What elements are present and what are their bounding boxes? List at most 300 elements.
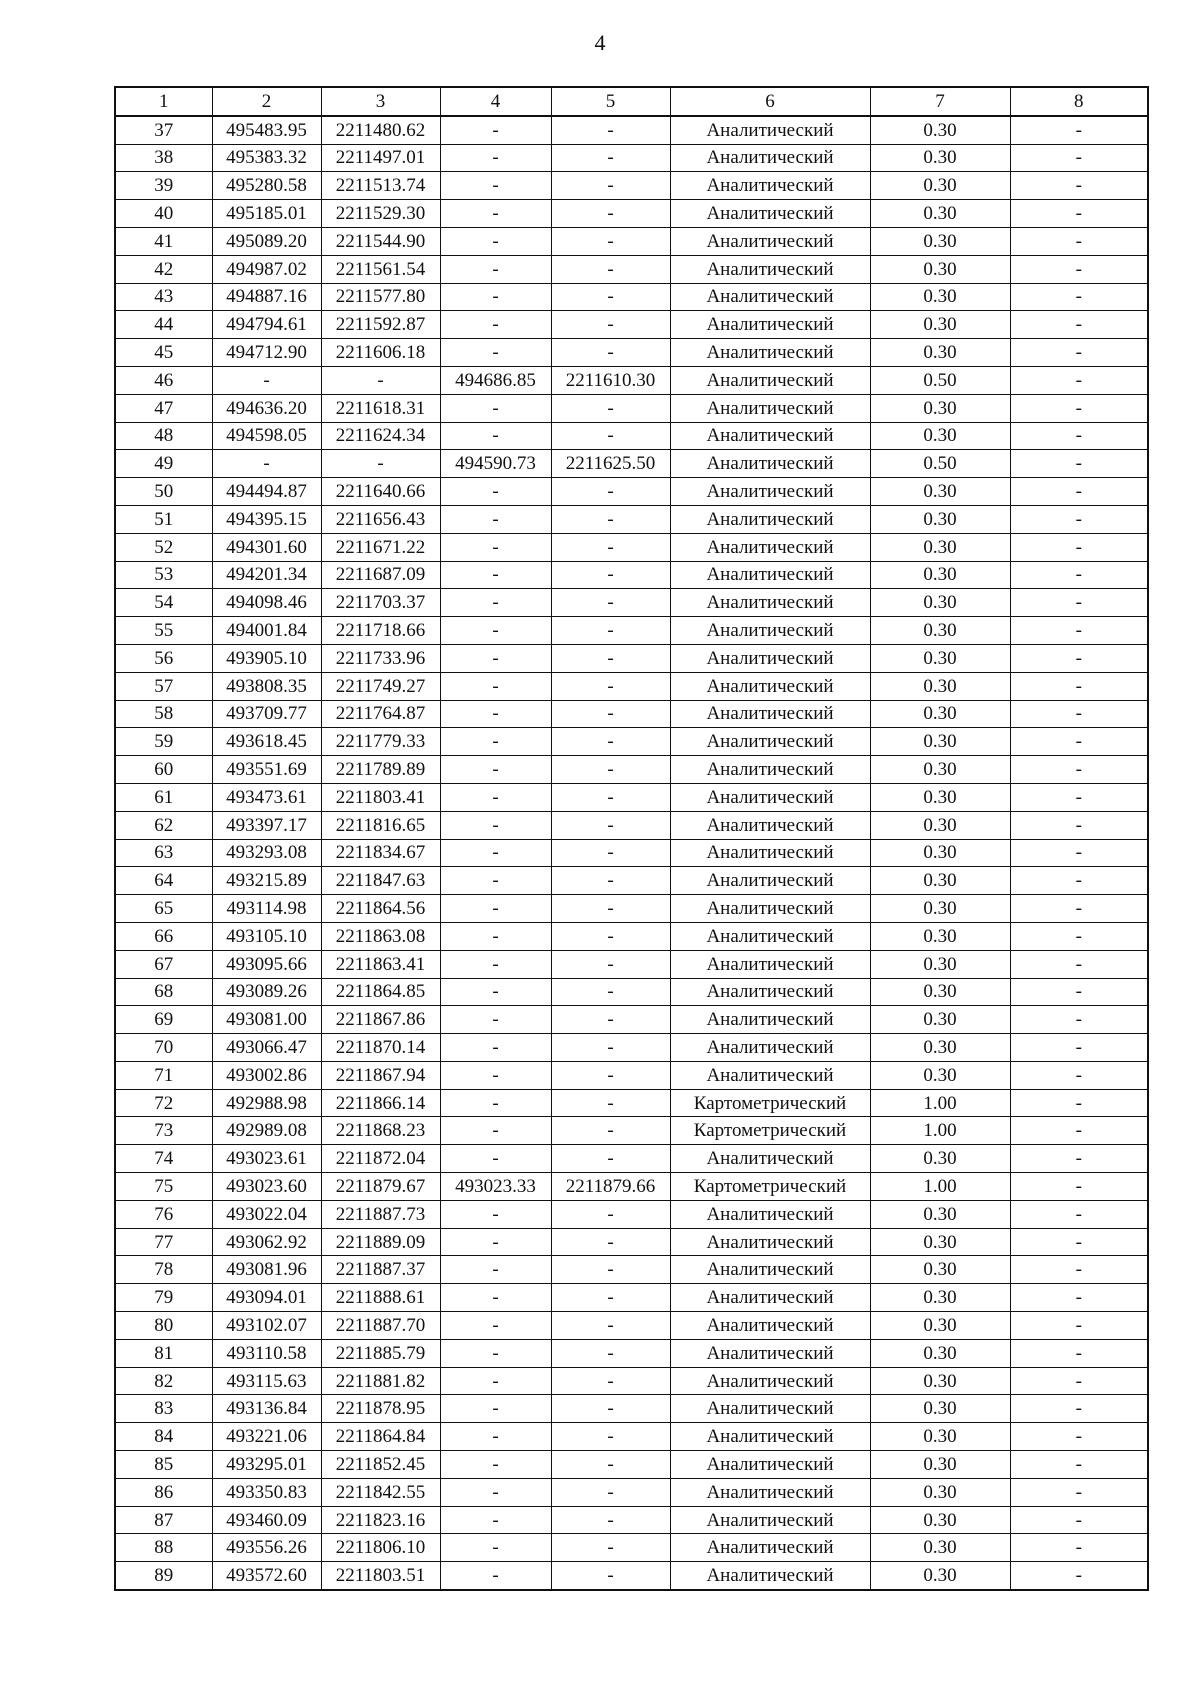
table-cell-col-4: - xyxy=(440,1339,551,1367)
table-cell-col-2: 493114.98 xyxy=(212,895,321,923)
table-cell-col-4: - xyxy=(440,478,551,506)
table-row xyxy=(115,644,1148,672)
table-row xyxy=(115,756,1148,784)
table-cell-col-3: 2211577.80 xyxy=(321,283,440,311)
table-cell-col-1: 37 xyxy=(115,116,212,144)
table-cell-col-1: 76 xyxy=(115,1200,212,1228)
table-cell-col-3: 2211842.55 xyxy=(321,1478,440,1506)
table-cell-col-7: 0.30 xyxy=(870,116,1010,144)
table-cell-col-2: 494636.20 xyxy=(212,394,321,422)
table-cell-col-6: Аналитический xyxy=(670,950,870,978)
table-cell-col-8: - xyxy=(1010,1423,1148,1451)
table-cell-col-8: - xyxy=(1010,339,1148,367)
table-row xyxy=(115,533,1148,561)
table-cell-col-4: - xyxy=(440,422,551,450)
table-cell-col-3: 2211779.33 xyxy=(321,728,440,756)
table-cell-col-2: 493572.60 xyxy=(212,1562,321,1590)
table-cell-col-7: 0.30 xyxy=(870,895,1010,923)
table-cell-col-4: - xyxy=(440,505,551,533)
table-cell-col-2: 493221.06 xyxy=(212,1423,321,1451)
column-header-3: 3 xyxy=(321,87,440,116)
table-cell-col-5: 2211625.50 xyxy=(551,450,670,478)
table-cell-col-1: 71 xyxy=(115,1061,212,1089)
table-cell-col-4: - xyxy=(440,756,551,784)
table-cell-col-5: - xyxy=(551,756,670,784)
table-row xyxy=(115,700,1148,728)
table-cell-col-3: 2211866.14 xyxy=(321,1089,440,1117)
table-cell-col-8: - xyxy=(1010,1061,1148,1089)
table-cell-col-3: - xyxy=(321,450,440,478)
table-cell-col-6: Аналитический xyxy=(670,1339,870,1367)
table-cell-col-6: Аналитический xyxy=(670,783,870,811)
table-cell-col-3: 2211624.34 xyxy=(321,422,440,450)
table-cell-col-4: - xyxy=(440,200,551,228)
table-cell-col-4: - xyxy=(440,867,551,895)
table-cell-col-3: 2211889.09 xyxy=(321,1228,440,1256)
column-header-6: 6 xyxy=(670,87,870,116)
table-row xyxy=(115,561,1148,589)
table-cell-col-2: 493473.61 xyxy=(212,783,321,811)
table-cell-col-2: 493350.83 xyxy=(212,1478,321,1506)
table-cell-col-8: - xyxy=(1010,783,1148,811)
table-cell-col-3: 2211834.67 xyxy=(321,839,440,867)
table-cell-col-2: 493110.58 xyxy=(212,1339,321,1367)
table-cell-col-8: - xyxy=(1010,1506,1148,1534)
table-cell-col-7: 0.30 xyxy=(870,1061,1010,1089)
table-cell-col-4: - xyxy=(440,589,551,617)
table-cell-col-7: 0.30 xyxy=(870,867,1010,895)
column-header-1: 1 xyxy=(115,87,212,116)
table-row xyxy=(115,1367,1148,1395)
table-cell-col-7: 0.30 xyxy=(870,1367,1010,1395)
table-cell-col-2: 493295.01 xyxy=(212,1451,321,1479)
table-cell-col-6: Аналитический xyxy=(670,1562,870,1590)
table-cell-col-5: - xyxy=(551,1451,670,1479)
table-cell-col-6: Аналитический xyxy=(670,394,870,422)
table-cell-col-8: - xyxy=(1010,227,1148,255)
table-cell-col-4: - xyxy=(440,227,551,255)
table-cell-col-5: - xyxy=(551,339,670,367)
table-cell-col-1: 64 xyxy=(115,867,212,895)
table-cell-col-5: - xyxy=(551,311,670,339)
table-row xyxy=(115,1423,1148,1451)
table-cell-col-7: 0.30 xyxy=(870,644,1010,672)
table-cell-col-2: 494001.84 xyxy=(212,617,321,645)
table-cell-col-6: Аналитический xyxy=(670,728,870,756)
table-cell-col-8: - xyxy=(1010,1256,1148,1284)
table-cell-col-8: - xyxy=(1010,144,1148,172)
table-cell-col-6: Аналитический xyxy=(670,617,870,645)
table-cell-col-3: 2211544.90 xyxy=(321,227,440,255)
table-cell-col-3: 2211867.86 xyxy=(321,1006,440,1034)
table-cell-col-4: - xyxy=(440,644,551,672)
table-row xyxy=(115,1228,1148,1256)
table-cell-col-2: - xyxy=(212,450,321,478)
table-cell-col-2: 492989.08 xyxy=(212,1117,321,1145)
table-cell-col-3: 2211703.37 xyxy=(321,589,440,617)
table-cell-col-6: Аналитический xyxy=(670,1034,870,1062)
table-cell-col-5: - xyxy=(551,1034,670,1062)
table-cell-col-5: - xyxy=(551,1089,670,1117)
table-cell-col-1: 60 xyxy=(115,756,212,784)
table-row xyxy=(115,283,1148,311)
table-row xyxy=(115,1117,1148,1145)
table-cell-col-4: - xyxy=(440,1006,551,1034)
table-cell-col-8: - xyxy=(1010,1200,1148,1228)
table-cell-col-1: 59 xyxy=(115,728,212,756)
table-cell-col-4: - xyxy=(440,783,551,811)
table-row xyxy=(115,422,1148,450)
table-row xyxy=(115,839,1148,867)
table-cell-col-6: Аналитический xyxy=(670,589,870,617)
table-cell-col-8: - xyxy=(1010,672,1148,700)
table-cell-col-6: Аналитический xyxy=(670,172,870,200)
table-cell-col-6: Аналитический xyxy=(670,1367,870,1395)
table-cell-col-7: 0.30 xyxy=(870,1506,1010,1534)
table-row xyxy=(115,589,1148,617)
table-cell-col-6: Аналитический xyxy=(670,1451,870,1479)
table-cell-col-4: - xyxy=(440,255,551,283)
table-cell-col-5: - xyxy=(551,700,670,728)
table-cell-col-2: 493551.69 xyxy=(212,756,321,784)
table-cell-col-1: 51 xyxy=(115,505,212,533)
table-cell-col-8: - xyxy=(1010,589,1148,617)
table-cell-col-2: 493709.77 xyxy=(212,700,321,728)
table-cell-col-1: 45 xyxy=(115,339,212,367)
table-cell-col-1: 41 xyxy=(115,227,212,255)
table-cell-col-2: 495089.20 xyxy=(212,227,321,255)
table-cell-col-1: 81 xyxy=(115,1339,212,1367)
table-cell-col-6: Аналитический xyxy=(670,672,870,700)
table-cell-col-2: 493094.01 xyxy=(212,1284,321,1312)
table-row xyxy=(115,255,1148,283)
table-cell-col-2: 493397.17 xyxy=(212,811,321,839)
table-cell-col-4: - xyxy=(440,1506,551,1534)
table-cell-col-1: 58 xyxy=(115,700,212,728)
table-cell-col-2: 494598.05 xyxy=(212,422,321,450)
column-header-5: 5 xyxy=(551,87,670,116)
table-cell-col-5: - xyxy=(551,1339,670,1367)
table-cell-col-3: 2211513.74 xyxy=(321,172,440,200)
table-cell-col-6: Аналитический xyxy=(670,1312,870,1340)
table-row xyxy=(115,116,1148,144)
table-cell-col-4: - xyxy=(440,1367,551,1395)
table-cell-col-1: 38 xyxy=(115,144,212,172)
table-cell-col-8: - xyxy=(1010,1312,1148,1340)
table-cell-col-4: - xyxy=(440,283,551,311)
table-row xyxy=(115,783,1148,811)
table-cell-col-1: 44 xyxy=(115,311,212,339)
table-cell-col-3: 2211863.41 xyxy=(321,950,440,978)
table-row xyxy=(115,728,1148,756)
table-cell-col-6: Аналитический xyxy=(670,116,870,144)
table-cell-col-2: 494494.87 xyxy=(212,478,321,506)
table-cell-col-1: 42 xyxy=(115,255,212,283)
table-cell-col-6: Аналитический xyxy=(670,366,870,394)
table-cell-col-2: 493081.00 xyxy=(212,1006,321,1034)
table-cell-col-1: 84 xyxy=(115,1423,212,1451)
table-cell-col-8: - xyxy=(1010,533,1148,561)
table-cell-col-3: 2211687.09 xyxy=(321,561,440,589)
table-cell-col-7: 0.30 xyxy=(870,811,1010,839)
table-cell-col-8: - xyxy=(1010,644,1148,672)
table-cell-col-1: 88 xyxy=(115,1534,212,1562)
table-cell-col-5: - xyxy=(551,1478,670,1506)
table-cell-col-8: - xyxy=(1010,617,1148,645)
table-cell-col-4: - xyxy=(440,1423,551,1451)
table-cell-col-2: 494201.34 xyxy=(212,561,321,589)
table-cell-col-5: - xyxy=(551,895,670,923)
table-cell-col-8: - xyxy=(1010,839,1148,867)
table-cell-col-8: - xyxy=(1010,116,1148,144)
table-cell-col-4: - xyxy=(440,978,551,1006)
table-cell-col-5: - xyxy=(551,283,670,311)
table-cell-col-7: 0.30 xyxy=(870,1478,1010,1506)
table-cell-col-7: 0.30 xyxy=(870,1423,1010,1451)
table-cell-col-5: - xyxy=(551,1006,670,1034)
table-cell-col-7: 0.30 xyxy=(870,311,1010,339)
table-cell-col-3: 2211872.04 xyxy=(321,1145,440,1173)
table-cell-col-6: Аналитический xyxy=(670,450,870,478)
table-cell-col-3: 2211618.31 xyxy=(321,394,440,422)
table-cell-col-8: - xyxy=(1010,1478,1148,1506)
table-row xyxy=(115,1256,1148,1284)
table-cell-col-3: 2211881.82 xyxy=(321,1367,440,1395)
table-cell-col-1: 61 xyxy=(115,783,212,811)
table-row xyxy=(115,478,1148,506)
table-cell-col-2: 493215.89 xyxy=(212,867,321,895)
table-cell-col-4: - xyxy=(440,617,551,645)
table-cell-col-8: - xyxy=(1010,505,1148,533)
table-cell-col-7: 0.30 xyxy=(870,1562,1010,1590)
table-cell-col-4: - xyxy=(440,1534,551,1562)
table-cell-col-5: - xyxy=(551,478,670,506)
table-cell-col-8: - xyxy=(1010,728,1148,756)
table-cell-col-2: 493095.66 xyxy=(212,950,321,978)
column-header-7: 7 xyxy=(870,87,1010,116)
table-cell-col-1: 68 xyxy=(115,978,212,1006)
table-cell-col-2: 493136.84 xyxy=(212,1395,321,1423)
table-cell-col-4: - xyxy=(440,672,551,700)
table-cell-col-1: 55 xyxy=(115,617,212,645)
table-cell-col-2: 493022.04 xyxy=(212,1200,321,1228)
table-cell-col-5: - xyxy=(551,533,670,561)
table-cell-col-7: 0.30 xyxy=(870,394,1010,422)
table-cell-col-2: 493081.96 xyxy=(212,1256,321,1284)
table-cell-col-8: - xyxy=(1010,311,1148,339)
table-cell-col-2: 494098.46 xyxy=(212,589,321,617)
table-cell-col-1: 78 xyxy=(115,1256,212,1284)
table-cell-col-7: 0.30 xyxy=(870,1284,1010,1312)
table-cell-col-7: 0.30 xyxy=(870,172,1010,200)
table-cell-col-7: 0.30 xyxy=(870,255,1010,283)
table-cell-col-6: Аналитический xyxy=(670,1256,870,1284)
table-cell-col-5: - xyxy=(551,1117,670,1145)
table-cell-col-8: - xyxy=(1010,1451,1148,1479)
table-row xyxy=(115,1312,1148,1340)
table-cell-col-3: 2211885.79 xyxy=(321,1339,440,1367)
table-cell-col-7: 0.30 xyxy=(870,1200,1010,1228)
table-row xyxy=(115,450,1148,478)
table-cell-col-5: - xyxy=(551,1312,670,1340)
table-row xyxy=(115,895,1148,923)
table-cell-col-6: Аналитический xyxy=(670,227,870,255)
table-cell-col-7: 0.30 xyxy=(870,1451,1010,1479)
table-cell-col-8: - xyxy=(1010,895,1148,923)
table-cell-col-5: - xyxy=(551,1367,670,1395)
table-cell-col-7: 0.30 xyxy=(870,728,1010,756)
table-cell-col-7: 0.30 xyxy=(870,922,1010,950)
table-cell-col-8: - xyxy=(1010,1034,1148,1062)
table-cell-col-3: 2211887.70 xyxy=(321,1312,440,1340)
table-cell-col-4: - xyxy=(440,895,551,923)
table-cell-col-6: Аналитический xyxy=(670,311,870,339)
table-cell-col-8: - xyxy=(1010,922,1148,950)
table-cell-col-4: - xyxy=(440,1034,551,1062)
table-row xyxy=(115,366,1148,394)
table-cell-col-2: 493905.10 xyxy=(212,644,321,672)
table-cell-col-3: 2211640.66 xyxy=(321,478,440,506)
table-cell-col-1: 89 xyxy=(115,1562,212,1590)
table-cell-col-8: - xyxy=(1010,366,1148,394)
table-cell-col-7: 0.30 xyxy=(870,533,1010,561)
header-row xyxy=(115,87,1148,116)
table-cell-col-5: - xyxy=(551,922,670,950)
table-cell-col-1: 77 xyxy=(115,1228,212,1256)
table-cell-col-1: 86 xyxy=(115,1478,212,1506)
table-row xyxy=(115,1006,1148,1034)
table-cell-col-3: 2211864.56 xyxy=(321,895,440,923)
table-cell-col-4: - xyxy=(440,1284,551,1312)
table-cell-col-7: 0.30 xyxy=(870,672,1010,700)
table-cell-col-6: Аналитический xyxy=(670,1478,870,1506)
table-cell-col-1: 63 xyxy=(115,839,212,867)
table-cell-col-8: - xyxy=(1010,283,1148,311)
table-cell-col-8: - xyxy=(1010,1173,1148,1201)
table-cell-col-1: 65 xyxy=(115,895,212,923)
table-cell-col-3: 2211529.30 xyxy=(321,200,440,228)
table-cell-col-8: - xyxy=(1010,1145,1148,1173)
table-cell-col-8: - xyxy=(1010,1228,1148,1256)
table-cell-col-7: 0.30 xyxy=(870,339,1010,367)
table-cell-col-8: - xyxy=(1010,1339,1148,1367)
table-cell-col-2: 493002.86 xyxy=(212,1061,321,1089)
table-cell-col-2: 493066.47 xyxy=(212,1034,321,1062)
table-cell-col-5: - xyxy=(551,1145,670,1173)
table-cell-col-3: 2211789.89 xyxy=(321,756,440,784)
table-cell-col-2: 494395.15 xyxy=(212,505,321,533)
table-cell-col-7: 0.30 xyxy=(870,422,1010,450)
table-cell-col-5: - xyxy=(551,394,670,422)
table-cell-col-2: 494712.90 xyxy=(212,339,321,367)
table-cell-col-8: - xyxy=(1010,172,1148,200)
table-cell-col-2: 494301.60 xyxy=(212,533,321,561)
table-cell-col-6: Аналитический xyxy=(670,922,870,950)
column-header-2: 2 xyxy=(212,87,321,116)
table-cell-col-5: - xyxy=(551,839,670,867)
table-cell-col-2: 492988.98 xyxy=(212,1089,321,1117)
table-cell-col-5: 2211879.66 xyxy=(551,1173,670,1201)
table-cell-col-5: - xyxy=(551,644,670,672)
table-row xyxy=(115,978,1148,1006)
table-cell-col-4: - xyxy=(440,1478,551,1506)
table-cell-col-6: Аналитический xyxy=(670,1395,870,1423)
table-cell-col-5: - xyxy=(551,1506,670,1534)
table-cell-col-4: - xyxy=(440,728,551,756)
table-cell-col-3: 2211749.27 xyxy=(321,672,440,700)
table-cell-col-8: - xyxy=(1010,1089,1148,1117)
table-cell-col-7: 1.00 xyxy=(870,1089,1010,1117)
table-cell-col-3: 2211888.61 xyxy=(321,1284,440,1312)
table-cell-col-1: 87 xyxy=(115,1506,212,1534)
table-cell-col-2: 493293.08 xyxy=(212,839,321,867)
table-cell-col-8: - xyxy=(1010,1006,1148,1034)
table-cell-col-4: - xyxy=(440,1089,551,1117)
coordinates-table xyxy=(114,86,1149,1591)
table-cell-col-6: Картометрический xyxy=(670,1089,870,1117)
table-cell-col-6: Аналитический xyxy=(670,200,870,228)
table-cell-col-6: Аналитический xyxy=(670,255,870,283)
table-cell-col-1: 53 xyxy=(115,561,212,589)
table-cell-col-6: Аналитический xyxy=(670,339,870,367)
table-cell-col-1: 43 xyxy=(115,283,212,311)
table-cell-col-5: - xyxy=(551,422,670,450)
table-cell-col-7: 0.30 xyxy=(870,200,1010,228)
table-cell-col-5: - xyxy=(551,1562,670,1590)
table-cell-col-3: 2211870.14 xyxy=(321,1034,440,1062)
table-cell-col-2: 493089.26 xyxy=(212,978,321,1006)
table-row xyxy=(115,1089,1148,1117)
table-cell-col-3: 2211561.54 xyxy=(321,255,440,283)
table-cell-col-4: 494590.73 xyxy=(440,450,551,478)
table-cell-col-1: 39 xyxy=(115,172,212,200)
table-cell-col-5: - xyxy=(551,1284,670,1312)
table-cell-col-8: - xyxy=(1010,561,1148,589)
table-row xyxy=(115,172,1148,200)
table-cell-col-5: - xyxy=(551,1061,670,1089)
table-cell-col-3: 2211606.18 xyxy=(321,339,440,367)
table-cell-col-6: Аналитический xyxy=(670,756,870,784)
table-cell-col-4: - xyxy=(440,116,551,144)
table-cell-col-3: 2211733.96 xyxy=(321,644,440,672)
table-cell-col-2: - xyxy=(212,366,321,394)
table-cell-col-5: - xyxy=(551,255,670,283)
table-cell-col-2: 493023.60 xyxy=(212,1173,321,1201)
table-cell-col-4: - xyxy=(440,1312,551,1340)
table-cell-col-6: Аналитический xyxy=(670,505,870,533)
table-cell-col-5: - xyxy=(551,783,670,811)
table-row xyxy=(115,1339,1148,1367)
table-cell-col-7: 0.30 xyxy=(870,478,1010,506)
table-row xyxy=(115,1451,1148,1479)
table-cell-col-4: - xyxy=(440,144,551,172)
table-cell-col-5: - xyxy=(551,172,670,200)
table-cell-col-4: - xyxy=(440,1256,551,1284)
table-cell-col-3: 2211480.62 xyxy=(321,116,440,144)
table-cell-col-3: 2211671.22 xyxy=(321,533,440,561)
table-cell-col-2: 493115.63 xyxy=(212,1367,321,1395)
table-cell-col-2: 493023.61 xyxy=(212,1145,321,1173)
table-cell-col-3: 2211864.85 xyxy=(321,978,440,1006)
table-cell-col-7: 0.30 xyxy=(870,283,1010,311)
table-cell-col-6: Аналитический xyxy=(670,895,870,923)
table-cell-col-7: 0.30 xyxy=(870,561,1010,589)
table-cell-col-7: 0.30 xyxy=(870,839,1010,867)
table-cell-col-8: - xyxy=(1010,811,1148,839)
table-cell-col-6: Аналитический xyxy=(670,644,870,672)
table-cell-col-4: - xyxy=(440,561,551,589)
table-cell-col-1: 83 xyxy=(115,1395,212,1423)
